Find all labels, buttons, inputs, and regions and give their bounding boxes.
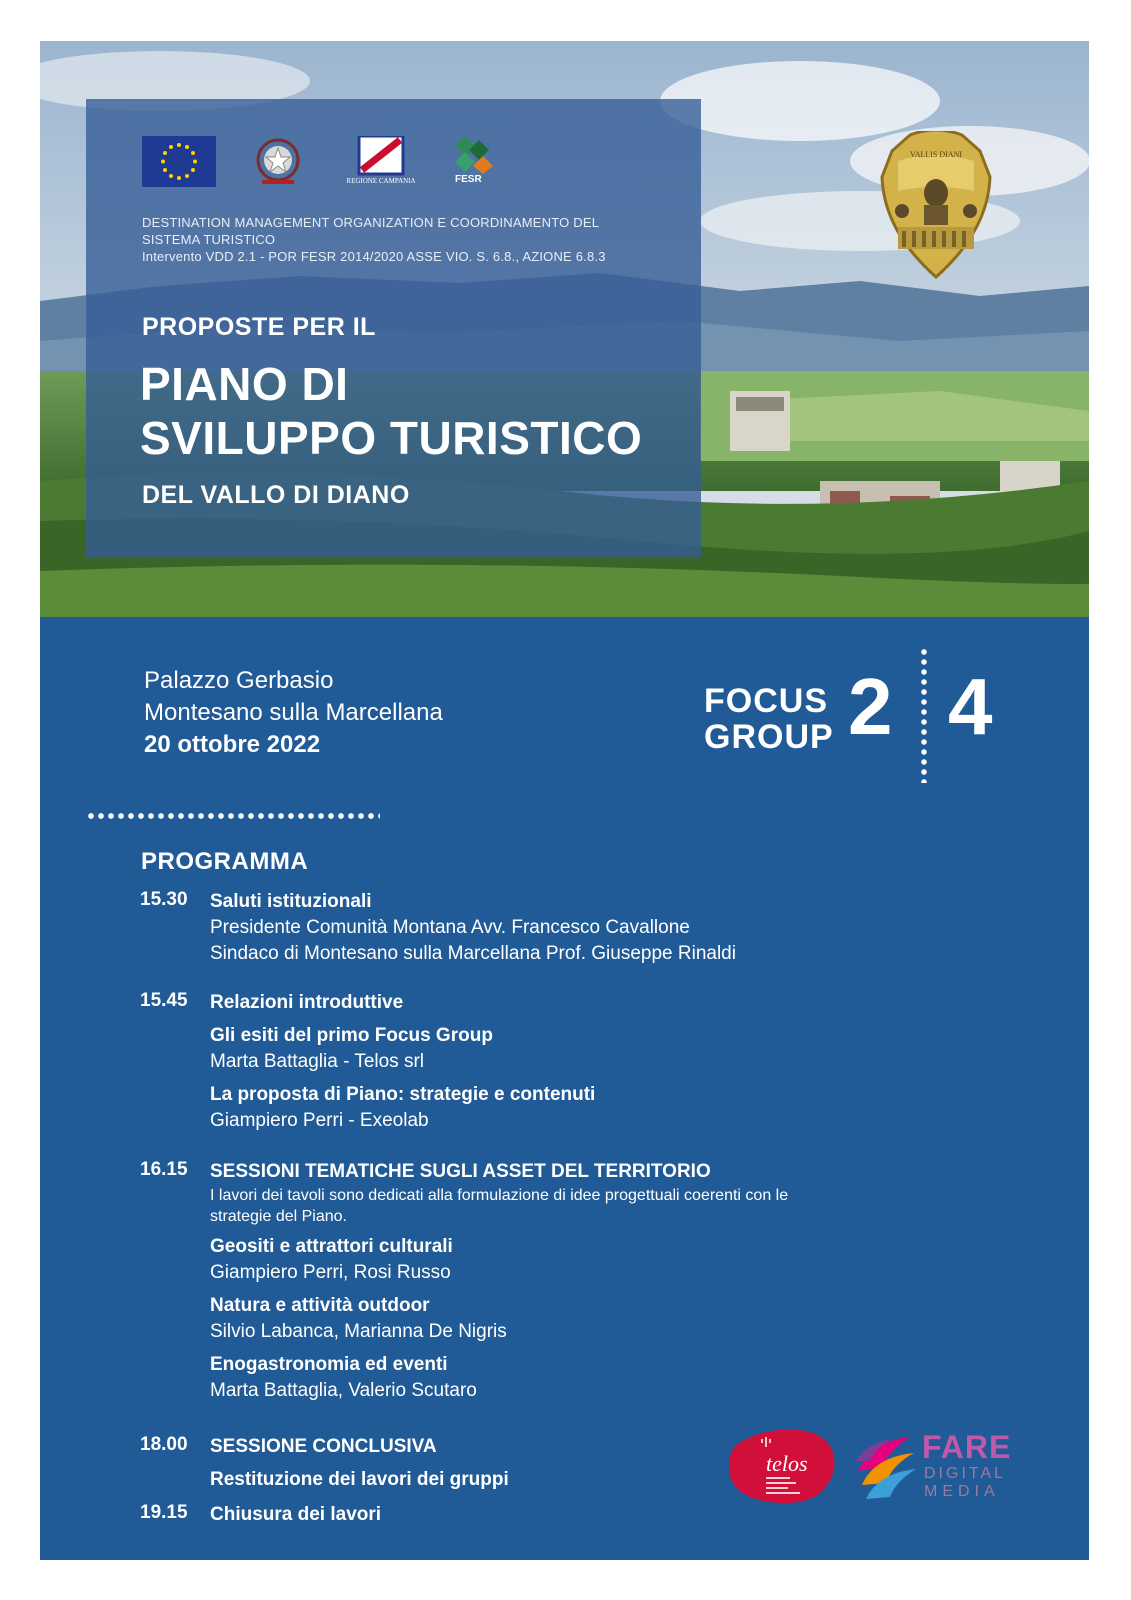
horizontal-dot-divider	[86, 813, 380, 819]
session-note: I lavori dei tavoli sono dedicati alla formulazione di idee progettuali coerenti con le	[210, 1187, 789, 1204]
fare-logo	[852, 1431, 1012, 1505]
focus-line1: FOCUS	[704, 682, 828, 720]
eu-flag-icon	[142, 136, 216, 187]
program-time: 15.45	[140, 990, 188, 1011]
event-date: 20 ottobre 2022	[144, 731, 321, 758]
table-title: Geositi e attrattori culturali	[210, 1236, 453, 1257]
title-line1: PIANO DI	[140, 358, 349, 410]
campania-label: REGIONE CAMPANIA	[346, 177, 416, 185]
talk-title: Gli esiti del primo Focus Group	[210, 1025, 493, 1046]
fare-name: FARE	[922, 1429, 1012, 1465]
title-panel	[86, 99, 701, 557]
focus-number-current: 2	[848, 662, 893, 751]
subtitle-line: Intervento VDD 2.1 - POR FESR 2014/2020 ASSE VIO. S. 6.8., AZIONE 6.8.3	[142, 249, 606, 264]
program-item-title: SESSIONE CONCLUSIVA	[210, 1436, 437, 1457]
fare-sub2: MEDIA	[924, 1483, 1000, 1500]
program-item-line: Sindaco di Montesano sulla Marcellana Prof. Giuseppe Rinaldi	[210, 943, 736, 964]
telos-name: telos	[766, 1451, 808, 1476]
poster	[40, 41, 1089, 1560]
table-title: Enogastronomia ed eventi	[210, 1354, 448, 1375]
program-time: 19.15	[140, 1502, 188, 1523]
table-people: Marta Battaglia, Valerio Scutaro	[210, 1380, 477, 1401]
program-item-line: Presidente Comunità Montana Avv. Francesco Cavallone	[210, 917, 690, 938]
program-time: 16.15	[140, 1159, 188, 1180]
program-time: 18.00	[140, 1434, 188, 1455]
fare-sub1: DIGITAL	[924, 1465, 1007, 1482]
venue-name: Palazzo Gerbasio	[144, 667, 334, 694]
program-item-title: SESSIONI TEMATICHE SUGLI ASSET DEL TERRITORIO	[210, 1161, 711, 1182]
program-item-sub: Restituzione dei lavori dei gruppi	[210, 1469, 509, 1490]
event-section	[40, 617, 1089, 1560]
title-line2: SVILUPPO TURISTICO	[140, 412, 643, 464]
venue-town: Montesano sulla Marcellana	[144, 699, 443, 726]
vertical-dot-divider	[921, 647, 927, 783]
subtitle-line: DESTINATION MANAGEMENT ORGANIZATION E COORDINAMENTO DEL	[142, 215, 600, 230]
session-note: strategie del Piano.	[210, 1208, 347, 1225]
talk-speaker: Marta Battaglia - Telos srl	[210, 1051, 425, 1072]
table-people: Giampiero Perri, Rosi Russo	[210, 1262, 451, 1283]
table-people: Silvio Labanca, Marianna De Nigris	[210, 1321, 507, 1342]
program-item-title: Relazioni introduttive	[210, 992, 404, 1013]
program-time: 15.30	[140, 889, 188, 910]
shield-motto: VALLIS DIANI	[909, 150, 963, 159]
subtitle-line: SISTEMA TURISTICO	[142, 232, 276, 247]
program-item-title: Saluti istituzionali	[210, 891, 372, 912]
regione-campania-logo	[346, 136, 416, 188]
talk-speaker: Giampiero Perri - Exeolab	[210, 1110, 429, 1131]
table-title: Natura e attività outdoor	[210, 1295, 430, 1316]
talk-title: La proposta di Piano: strategie e contenuti	[210, 1084, 596, 1105]
hero-section	[40, 41, 1089, 617]
fesr-label: FESR	[455, 174, 482, 185]
venue-block	[144, 665, 443, 761]
project-subtitle	[142, 214, 662, 265]
repubblica-emblem-icon	[252, 136, 304, 188]
title-pre: PROPOSTE PER IL	[142, 313, 376, 341]
focus-number-total: 4	[948, 662, 993, 751]
focus-line2: GROUP	[704, 718, 834, 756]
telos-logo	[726, 1425, 838, 1505]
focus-group-label	[704, 683, 834, 755]
fesr-logo	[455, 136, 495, 188]
page-title	[140, 357, 642, 465]
program-title: PROGRAMMA	[141, 848, 309, 875]
title-post: DEL VALLO DI DIANO	[142, 481, 410, 509]
program-item-title: Chiusura dei lavori	[210, 1504, 382, 1525]
